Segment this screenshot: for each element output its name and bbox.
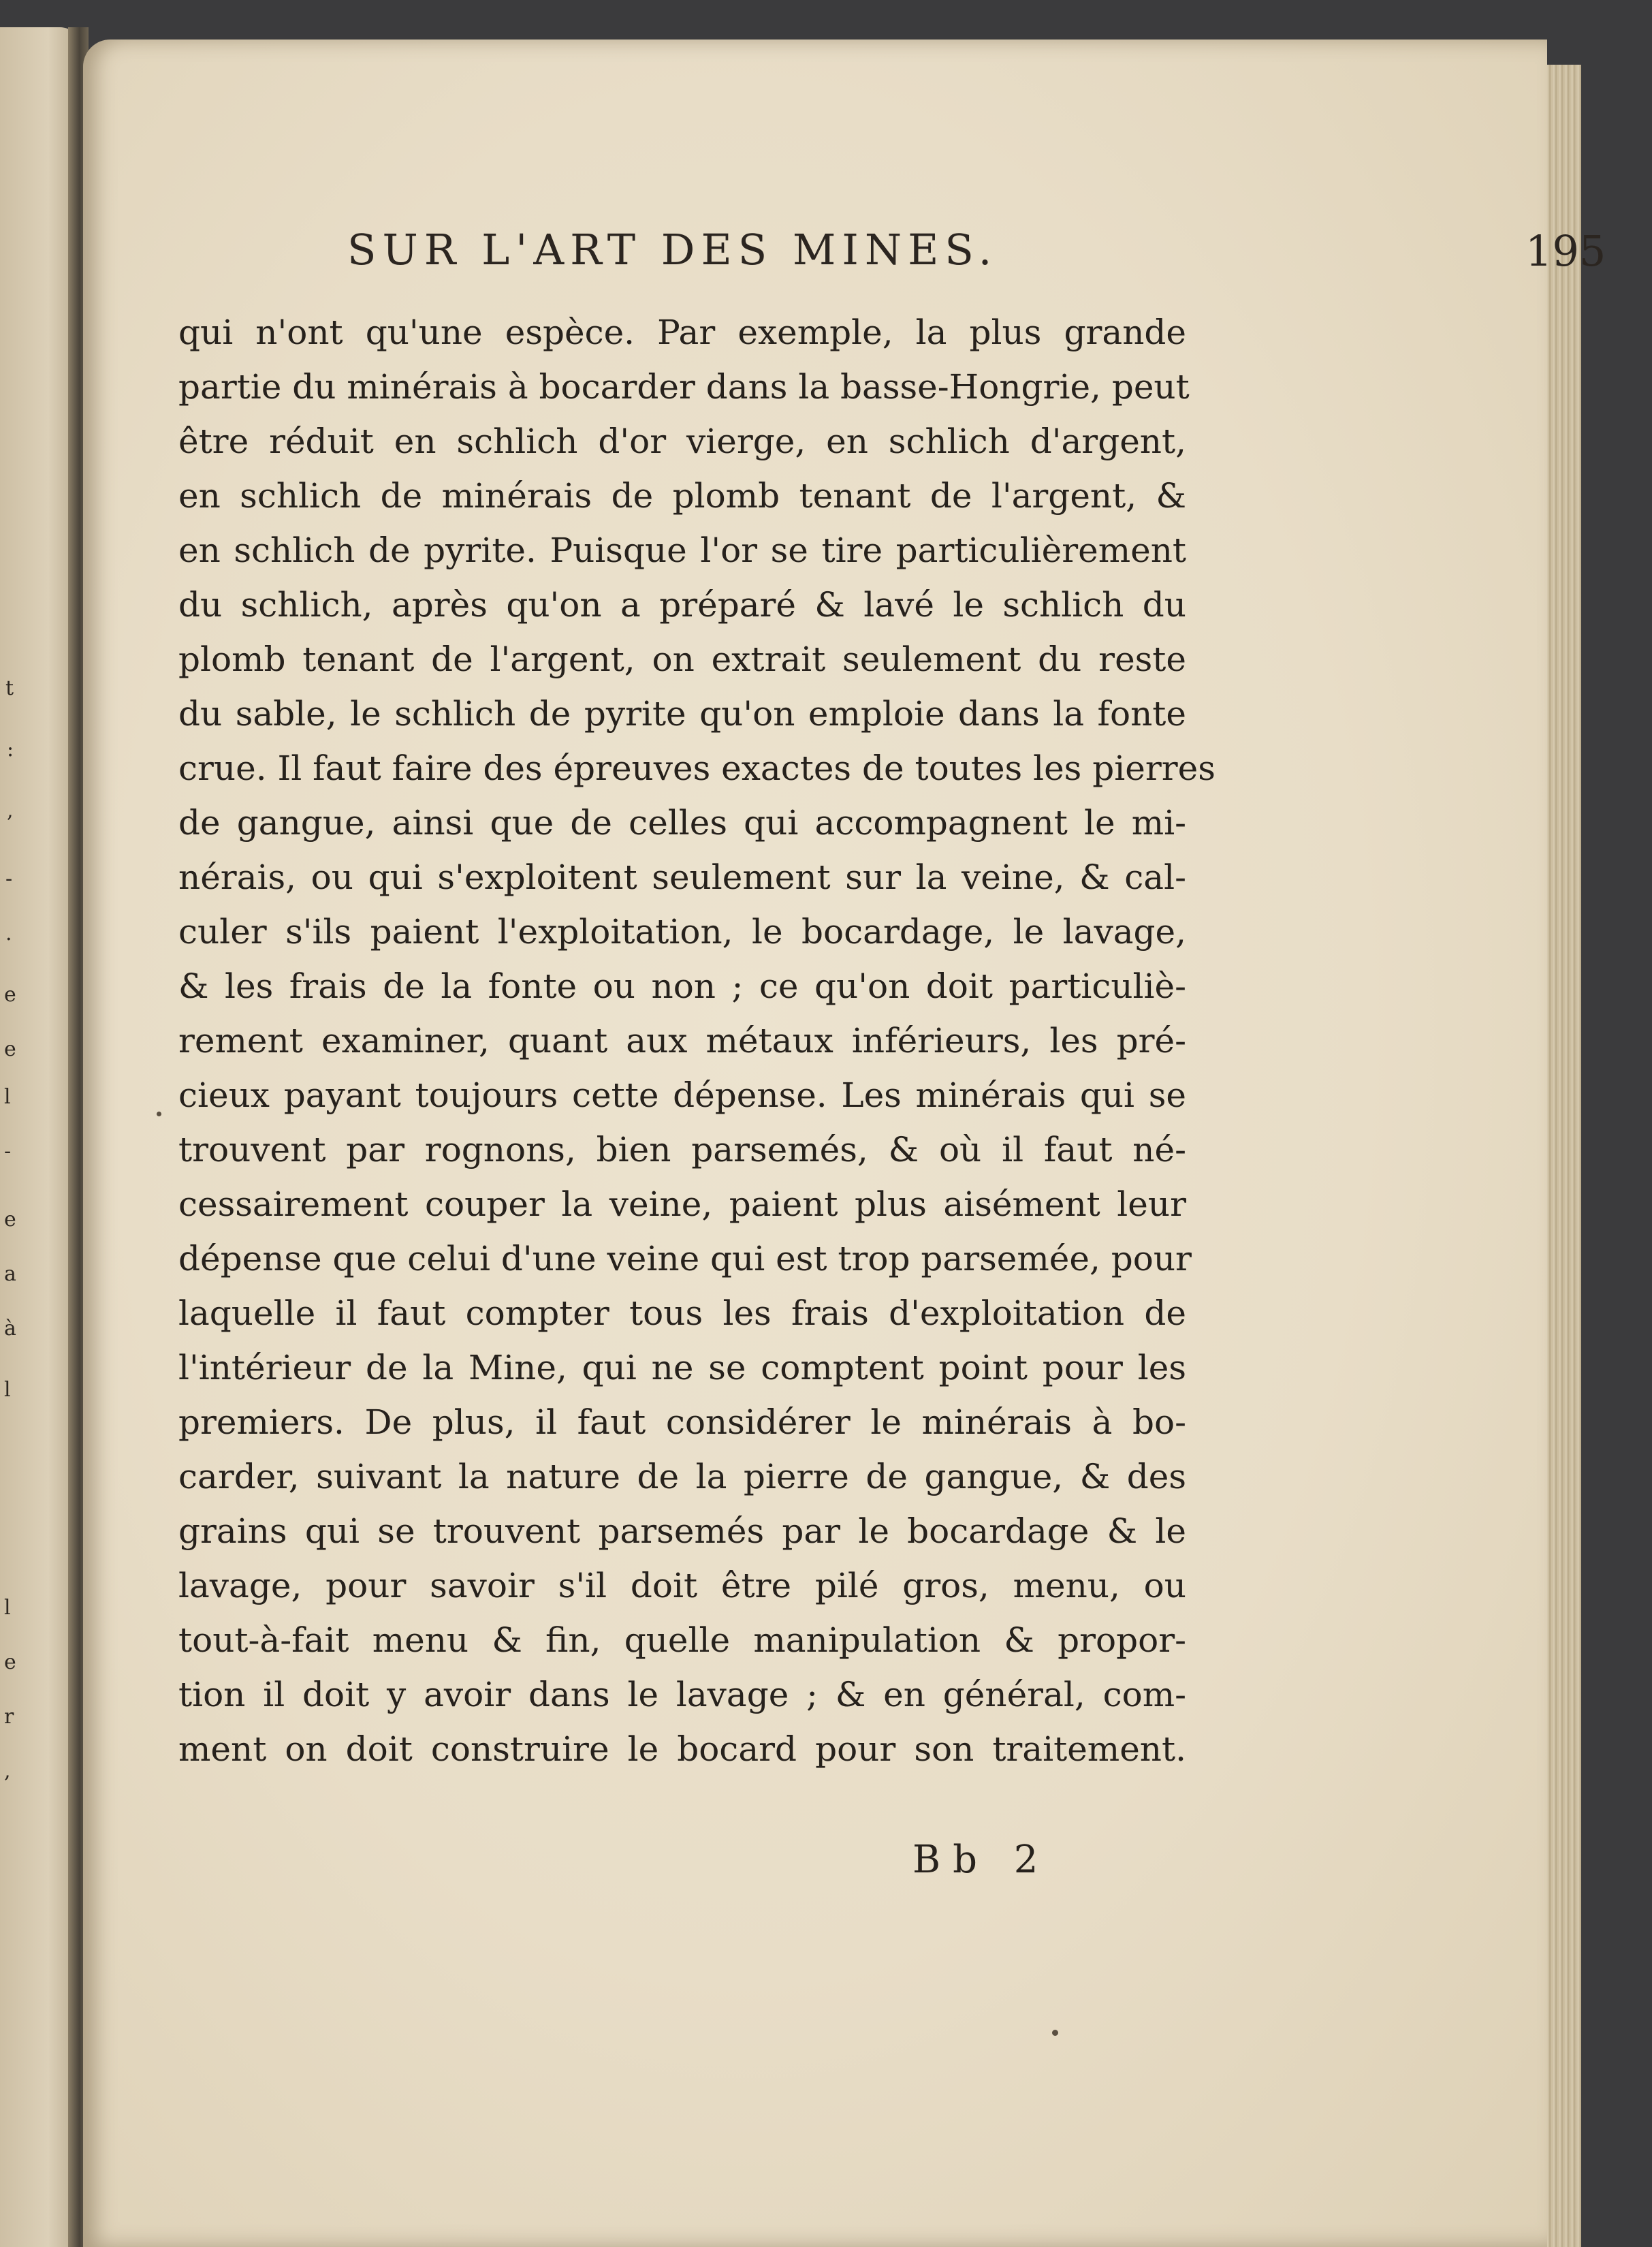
text-line: être réduit en schlich d'or vierge, en schlich d'argent, [178,422,1186,461]
svg-text:l: l [4,1596,11,1620]
text-line: du schlich, après qu'on a préparé & lavé le schlich du [178,585,1186,625]
paper-speck [157,1112,161,1116]
text-line: tout-à-fait menu & fin, quelle manipulation & propor- [178,1620,1186,1660]
svg-text:l: l [4,1378,11,1402]
paper-speck [1052,2030,1058,2036]
signature-mark: Bb 2 [912,1838,1051,1882]
text-line: trouvent par rognons, bien parsemés, & où il faut né- [178,1130,1186,1169]
svg-text:t: t [5,676,14,700]
text-line: en schlich de minérais de plomb tenant de l'argent, & [178,476,1186,516]
svg-text:e: e [4,983,16,1007]
text-line: en schlich de pyrite. Puisque l'or se tire particulièrement [178,531,1186,570]
text-line: tion il doit y avoir dans le lavage ; & en général, com- [178,1675,1186,1714]
text-line: premiers. De plus, il faut considérer le minérais à bo- [178,1402,1186,1442]
svg-text:l: l [4,1085,11,1109]
svg-text:.: . [5,922,12,945]
svg-text:,: , [4,1759,11,1783]
text-line: crue. Il faut faire des épreuves exactes de toutes les pierres [178,749,1216,788]
text-line: plomb tenant de l'argent, on extrait seulement du reste [178,640,1186,679]
text-line: & les frais de la fonte ou non ; ce qu'on doit particuliè- [178,967,1186,1006]
svg-text:a: a [4,1262,16,1286]
text-line: culer s'ils paient l'exploitation, le bocardage, le lavage, [178,912,1186,952]
text-line: ment on doit construire le bocard pour son traitement. [178,1729,1186,1769]
text-line: nérais, ou qui s'exploitent seulement sur la veine, & cal- [178,858,1186,897]
text-line: partie du minérais à bocarder dans la basse-Hongrie, peut [178,367,1190,407]
body-text [178,305,1216,1776]
text-line: dépense que celui d'une veine qui est trop parsemée, pour [178,1239,1192,1278]
running-head: SUR L'ART DES MINES. [347,225,998,274]
text-line: carder, suivant la nature de la pierre de gangue, & des [178,1457,1186,1496]
svg-text:e: e [4,1208,16,1231]
text-line: qui n'ont qu'une espèce. Par exemple, la plus grande [178,313,1186,352]
text-line: cieux payant toujours cette dépense. Les minérais qui se [178,1075,1186,1115]
svg-text:,: , [7,799,14,823]
svg-text:-: - [5,867,13,891]
text-line: du sable, le schlich de pyrite qu'on emploie dans la fonte [178,694,1186,734]
svg-text:-: - [4,1140,12,1163]
page-number: 195 [1525,226,1606,276]
svg-text:r: r [4,1705,14,1729]
text-line: de gangue, ainsi que de celles qui accompagnent le mi- [178,803,1186,843]
text-line: cessairement couper la veine, paient plus aisément leur [178,1184,1186,1224]
text-line: laquelle il faut compter tous les frais d'exploitation de [178,1293,1186,1333]
svg-text::: : [7,738,14,761]
text-line: grains qui se trouvent parsemés par le bocardage & le [178,1511,1186,1551]
svg-text:e: e [4,1037,16,1061]
text-line: l'intérieur de la Mine, qui ne se comptent point pour les [178,1348,1186,1387]
svg-text:à: à [4,1317,16,1340]
svg-text:e: e [4,1650,16,1674]
text-line: lavage, pour savoir s'il doit être pilé gros, menu, ou [178,1566,1186,1605]
text-line: rement examiner, quant aux métaux inférieurs, les pré- [178,1021,1186,1060]
